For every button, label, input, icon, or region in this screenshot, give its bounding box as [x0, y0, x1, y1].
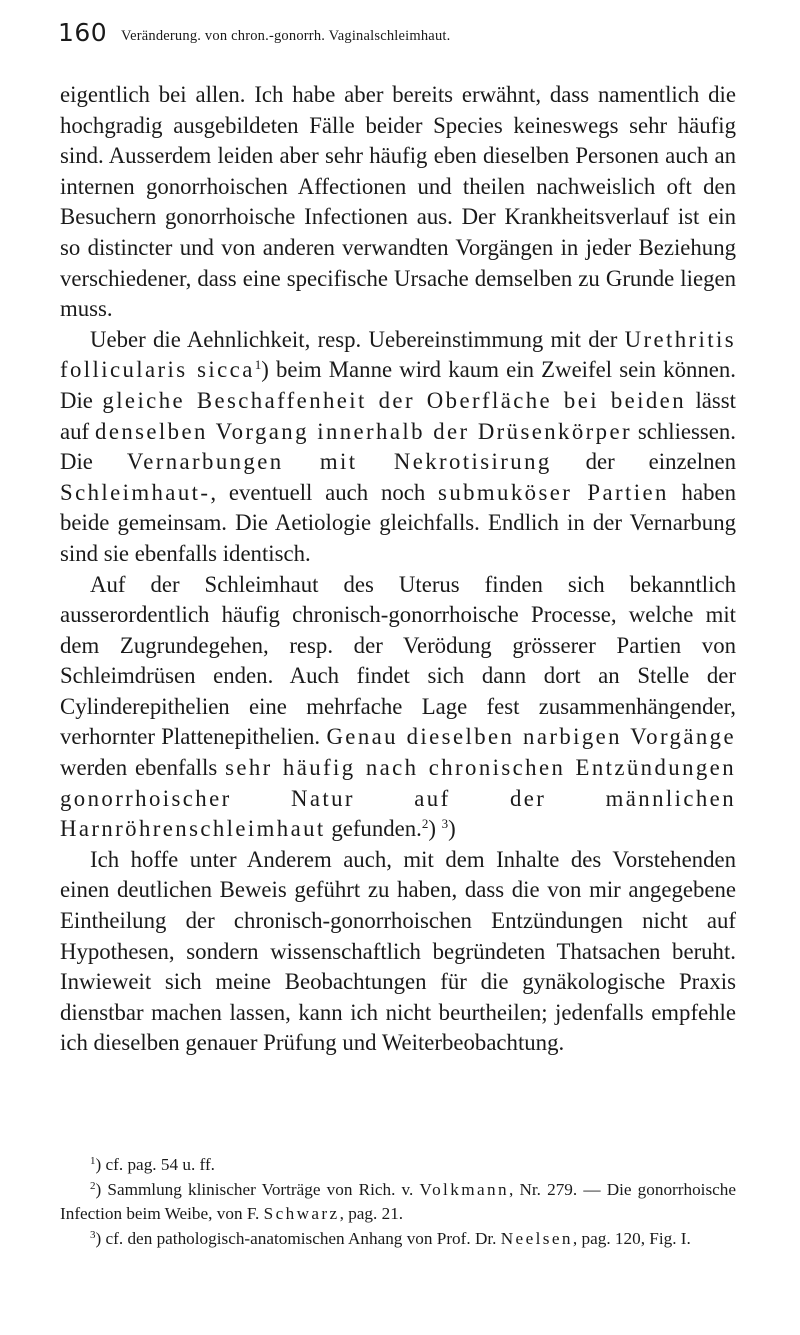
footnote-2	[60, 1178, 736, 1227]
spaced-term: gleiche Beschaffenheit der Oberfläche bei beiden	[102, 387, 687, 413]
footnote-mark: 3	[90, 1228, 96, 1241]
text-run: )	[448, 816, 456, 842]
text-run: gefunden.	[325, 816, 422, 842]
text-run: ) Sammlung klinischer Vorträge von Rich. v.	[95, 1179, 420, 1199]
text-run: , eventuell auch noch	[210, 479, 439, 505]
spaced-term: Genau dieselben narbigen Vorgänge	[326, 724, 736, 750]
spaced-term: Schleimhaut-	[60, 479, 211, 505]
footnote-mark: 1	[90, 1155, 96, 1167]
spaced-term: Urethritis follicularis sicca	[60, 326, 736, 383]
paragraph-3	[60, 570, 736, 845]
text-run: der einzelnen	[551, 449, 737, 475]
footnote-text: ) cf. pag. 54 u. ff.	[95, 1155, 215, 1174]
text-run: Auf der Schleimhaut des Uterus finden sich bekanntlich ausserordentlich häufig chronisch-gonorrhoische Processe, welche mit dem Zugrundegehen, resp. der Verödung grösserer Partien von Schleimdrüsen enden. Auch findet sich dann dort an Stelle der Cylinderepithelien eine mehrfache Lage fest zusammenhängender, verhornter Plattenepithelien.	[60, 571, 736, 750]
paragraph-1: eigentlich bei allen. Ich habe aber bereits erwähnt, dass namentlich die hochgradig ausgebildeten Fälle beider Species keineswegs sehr häufig sind. Ausserdem leiden aber sehr häufig eben dieselben Personen auch an internen gonorrhoischen Affectionen und theilen nachweislich oft den Besuchern gonorrhoische Infectionen aus. Der Krankheitsverlauf ist ein so distincter und von anderen verwandten Vorgängen in jeder Beziehung verschiedener, dass eine specifische Ursache demselben zu Grunde liegen muss.	[60, 82, 736, 322]
page-number: 160	[58, 18, 108, 47]
text-run: Ueber die Aehnlichkeit, resp. Uebereinstimmung mit der	[90, 326, 625, 352]
footnote-1	[60, 1153, 736, 1178]
text-run: ) beim Manne wird kaum ein Zweifel sein können. Die	[60, 357, 736, 413]
text-run: schliessen. Die	[60, 418, 737, 475]
footnote-mark: 2	[90, 1179, 96, 1192]
paragraph-2	[60, 325, 736, 570]
running-head: Veränderung. von chron.-gonorrh. Vaginalschleimhaut.	[121, 28, 451, 44]
footnote-ref: 2	[421, 816, 429, 832]
author-name: Neelsen	[500, 1228, 573, 1248]
text-run: , Nr. 279. — Die gonorrhoische Infection beim Weibe, von F.	[60, 1179, 736, 1223]
spaced-term: sehr häufig nach chronischen Entzündungen gonorrhoischer Natur auf der männlichen Harnröhrenschleimhaut	[60, 755, 736, 842]
body-text	[60, 80, 736, 1059]
text-run: , pag. 120, Fig. I.	[572, 1228, 691, 1248]
paragraph-4: Ich hoffe unter Anderem auch, mit dem Inhalte des Vorstehenden einen deutlichen Beweis geführt zu haben, dass die von mir angegebene Eintheilung der chronisch-gonorrhoischen Entzündungen nicht auf Hypothesen, sondern wissenschaftlich begründeten Thatsachen beruht. Inwieweit sich meine Beobachtungen für die gynäkologische Praxis dienstbar machen lassen, kann ich nicht beurtheilen; jedenfalls empfehle ich dieselben genauer Prüfung und Weiterbeobachtung.	[60, 846, 736, 1056]
spaced-term: Vernarbungen mit Nekrotisirung	[126, 449, 552, 475]
text-run: haben beide gemeinsam. Die Aetiologie gleichfalls. Endlich in der Vernarbung sind sie ebenfalls identisch.	[60, 479, 736, 566]
footnote-ref: 1	[254, 357, 262, 373]
footnote-3	[60, 1227, 736, 1252]
page-header	[58, 18, 778, 58]
text-run: , pag. 21.	[339, 1204, 404, 1223]
spaced-term: submuköser Partien	[438, 479, 669, 505]
text-run: )	[428, 816, 442, 842]
text-run: lässt auf	[60, 387, 737, 444]
spaced-term: denselben Vorgang innerhalb der Drüsenkörper	[95, 418, 632, 444]
author-name: Schwarz	[263, 1204, 340, 1223]
footnote-ref: 3	[441, 816, 449, 832]
author-name: Volkmann	[419, 1179, 510, 1199]
text-run: ) cf. den pathologisch-anatomischen Anhang von Prof. Dr.	[95, 1228, 501, 1248]
text-run: werden ebenfalls	[60, 755, 226, 781]
footnotes	[60, 1153, 736, 1251]
